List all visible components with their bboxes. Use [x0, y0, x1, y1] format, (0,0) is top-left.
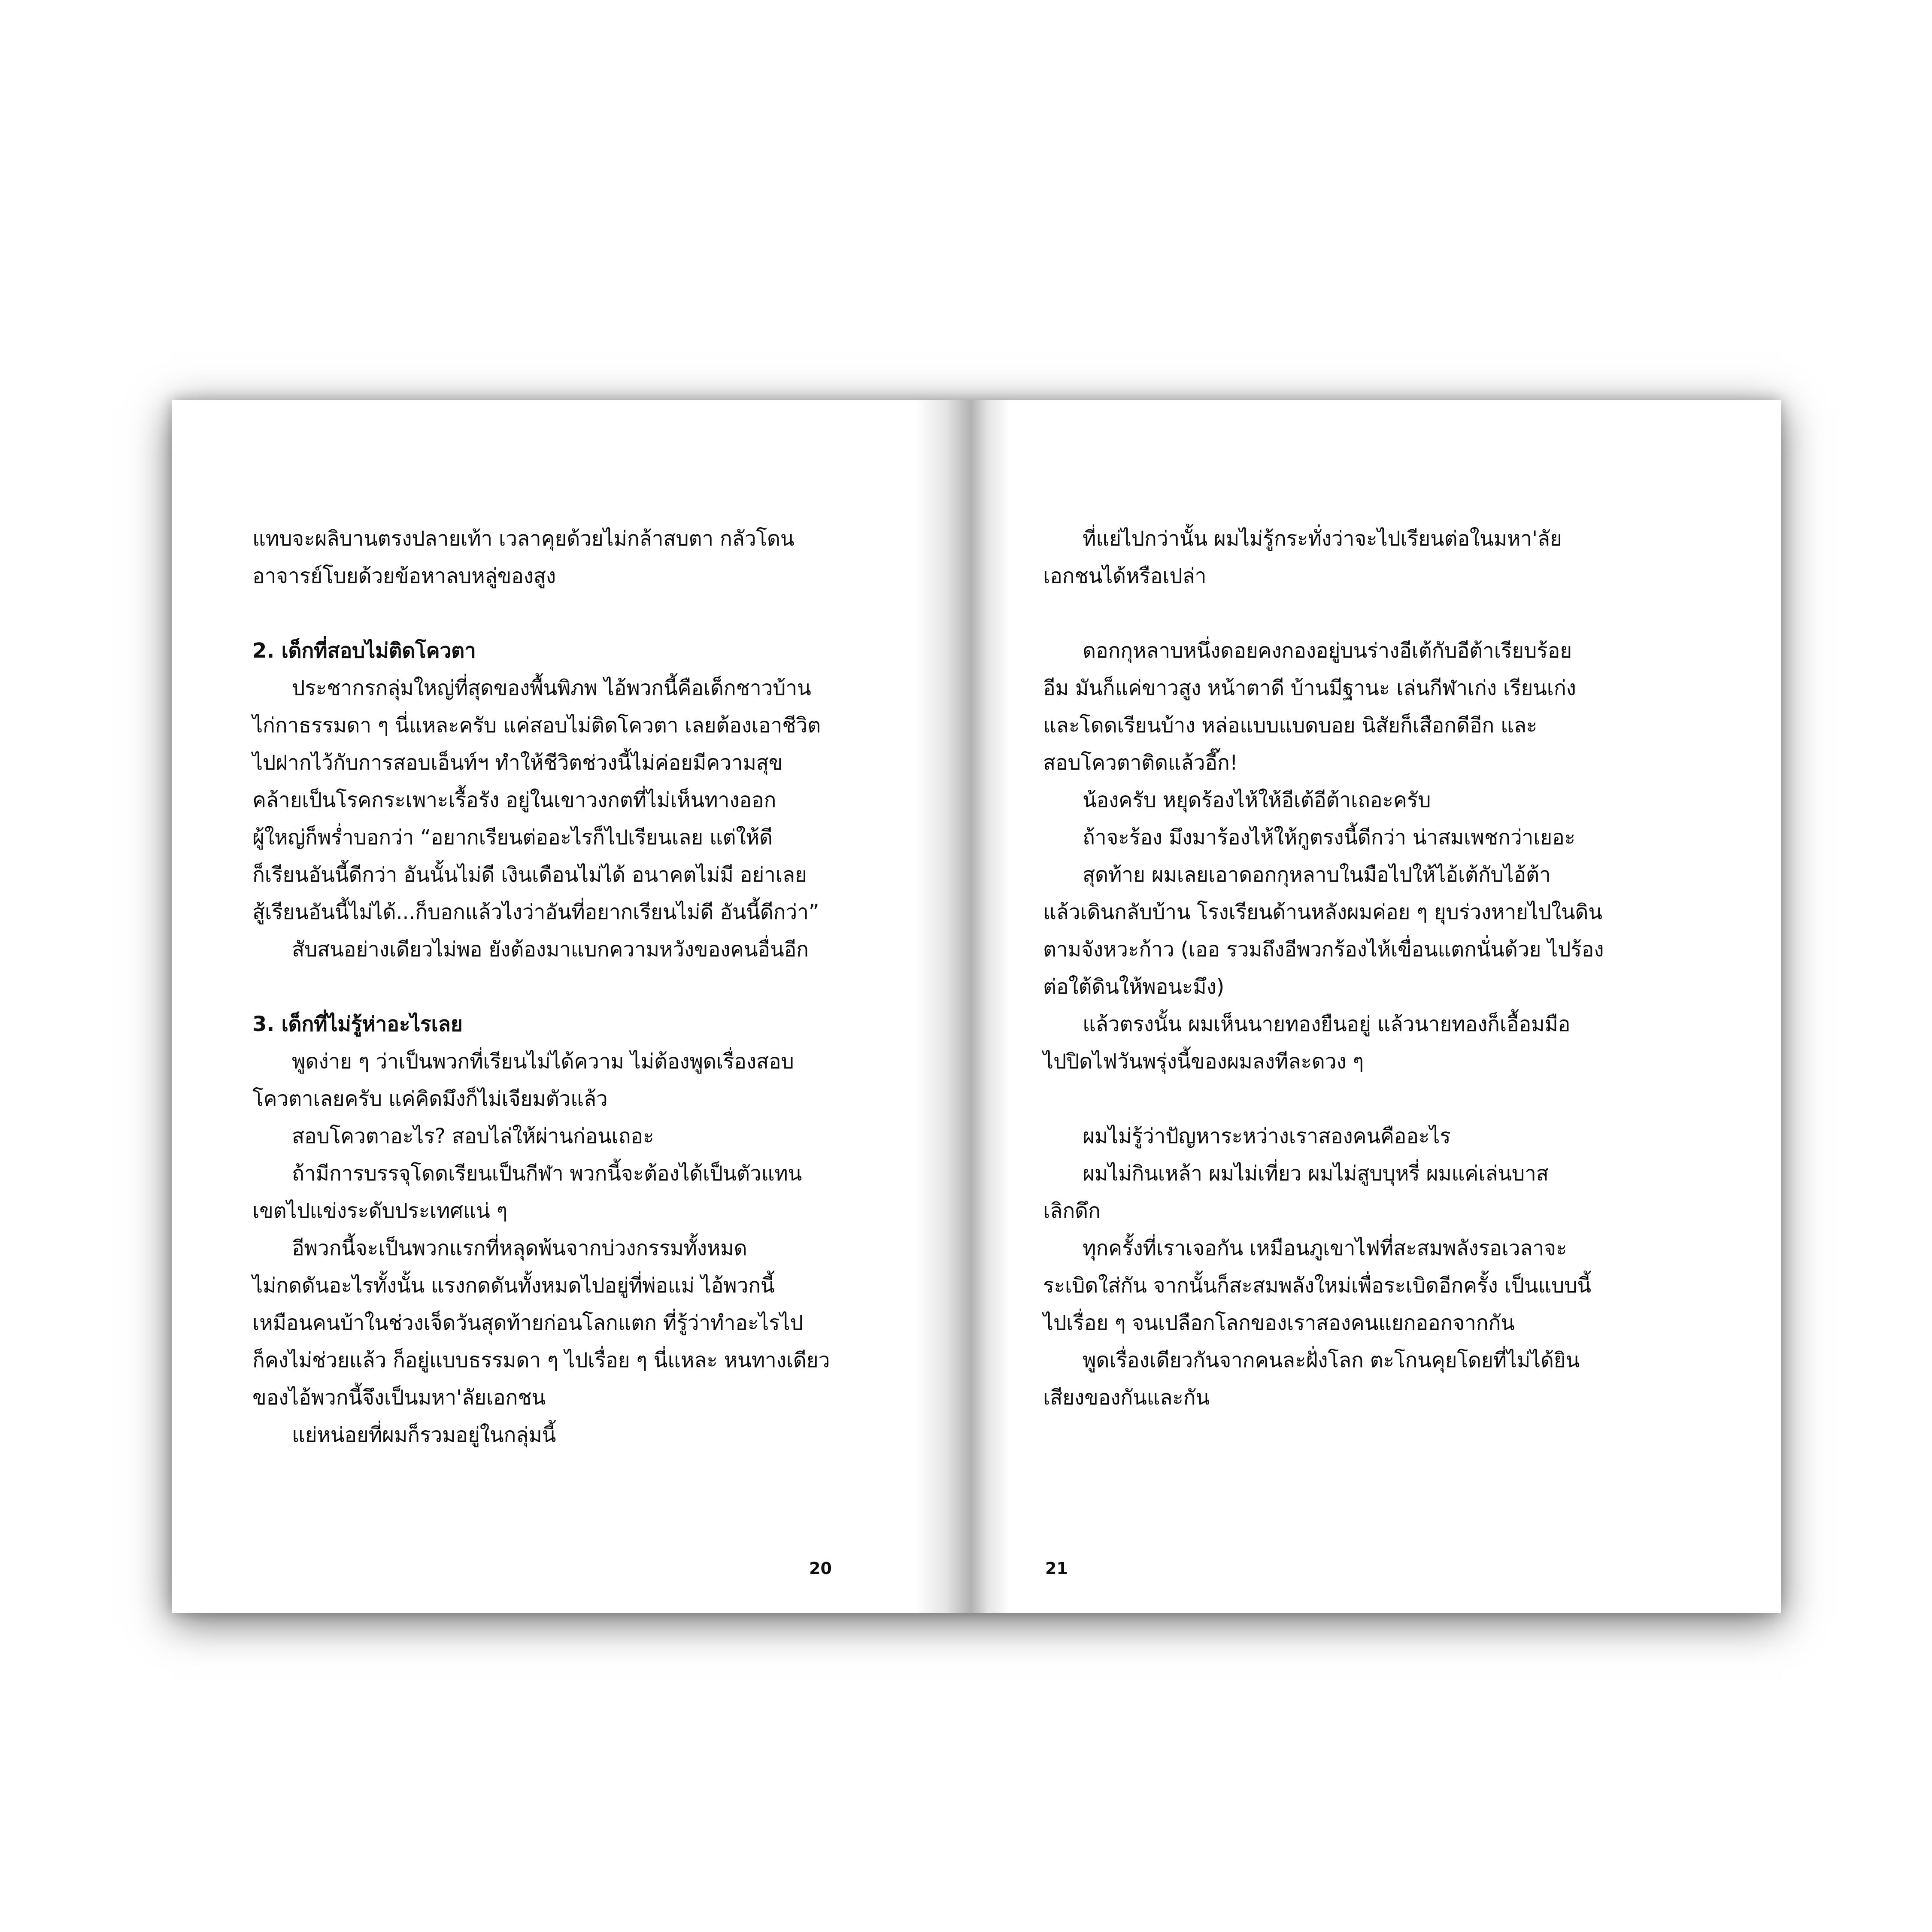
text-line: แล้วตรงนั้น ผมเห็นนายทองยืนอยู่ แล้วนายทองก็เอื้อมมือ — [1083, 1012, 1571, 1036]
text-line: ก็คงไม่ช่วยแล้ว ก็อยู่แบบธรรมดา ๆ ไปเรื่อย ๆ นี่แหละ หนทางเดียว — [252, 1348, 830, 1372]
spine-shadow — [971, 400, 1010, 1613]
text-line: เลิกดึก — [1043, 1199, 1101, 1223]
text-line: คล้ายเป็นโรคกระเพาะเรื้อรัง อยู่ในเขาวงกตที่ไม่เห็นทางออก — [252, 788, 776, 812]
text-line: พูดเรื่องเดียวกันจากคนละฝั่งโลก ตะโกนคุยโดยที่ไม่ได้ยิน — [1083, 1348, 1580, 1372]
text-line: อาจารย์โบยด้วยข้อหาลบหลู่ของสูง — [252, 564, 556, 588]
text-line: เสียงของกันและกัน — [1043, 1386, 1210, 1410]
text-line: ก็เรียนอันนี้ดีกว่า อันนั้นไม่ดี เงินเดือนไม่ได้ อนาคตไม่มี อย่าเลย — [252, 863, 807, 887]
paragraph-gap — [252, 968, 828, 1006]
text-line: สุดท้าย ผมเลยเอาดอกกุหลาบในมือไปให้ไอ้เต้กับไอ้ต้า — [1083, 863, 1551, 887]
text-line: ไปปิดไฟวันพรุ่งนี้ของผมลงทีละดวง ๆ — [1043, 1049, 1364, 1074]
section-heading: 3. เด็กที่ไม่รู้ห่าอะไรเลย — [252, 1012, 463, 1036]
text-line: ทุกครั้งที่เราเจอกัน เหมือนภูเขาไฟที่สะสมพลังรอเวลาจะ — [1083, 1236, 1567, 1260]
text-line: เอกชนได้หรือเปล่า — [1043, 564, 1207, 588]
section-heading: 2. เด็กที่สอบไม่ติดโควตา — [252, 639, 476, 663]
text-line: อีม มันก็แค่ขาวสูง หน้าตาดี บ้านมีฐานะ เล่นกีฬาเก่ง เรียนเก่ง — [1043, 676, 1576, 700]
text-line: แล้วเดินกลับบ้าน โรงเรียนด้านหลังผมค่อย ๆ ยุบร่วงหายไปในดิน — [1043, 900, 1602, 924]
text-line: สอบโควตาติดแล้วอี๊ก! — [1043, 751, 1238, 775]
page-number: 21 — [1045, 1559, 1068, 1578]
text-line: พูดง่าย ๆ ว่าเป็นพวกที่เรียนไม่ได้ความ ไม่ต้องพูดเรื่องสอบ — [292, 1049, 794, 1074]
text-line: ประชากรกลุ่มใหญ่ที่สุดของพื้นพิภพ ไอ้พวกนี้คือเด็กชาวบ้าน — [292, 676, 811, 700]
text-line: ของไอ้พวกนี้จึงเป็นมหา'ลัยเอกชน — [252, 1386, 546, 1410]
text-line: และโดดเรียนบ้าง หล่อแบบแบดบอย นิสัยก็เสือกดีอีก และ — [1043, 713, 1538, 737]
text-line: อีพวกนี้จะเป็นพวกแรกที่หลุดพ้นจากบ่วงกรรมทั้งหมด — [292, 1236, 747, 1260]
text-line: ระเบิดใส่กัน จากนั้นก็สะสมพลังใหม่เพื่อระเบิดอีกครั้ง เป็นแบบนี้ — [1043, 1274, 1591, 1298]
text-line: สับสนอย่างเดียวไม่พอ ยังต้องมาแบกความหวังของคนอื่นอีก — [292, 937, 809, 961]
text-line: ถ้ามีการบรรจุโดดเรียนเป็นกีฬา พวกนี้จะต้องได้เป็นตัวแทน — [292, 1162, 802, 1186]
text-line: เหมือนคนบ้าในช่วงเจ็ดวันสุดท้ายก่อนโลกแตก ที่รู้ว่าทำอะไรไป — [252, 1311, 803, 1335]
text-line: ไก่กาธรรมดา ๆ นี่แหละครับ แค่สอบไม่ติดโควตา เลยต้องเอาชีวิต — [252, 713, 821, 737]
paragraph-gap — [1043, 1080, 1614, 1118]
text-line: สู้เรียนอันนี้ไม่ได้...ก็บอกแล้วไงว่าอันที่อยากเรียนไม่ดี อันนี้ดีกว่า” — [252, 900, 819, 924]
text-line: ผมไม่กินเหล้า ผมไม่เที่ยว ผมไม่สูบบุหรี่ ผมแค่เล่นบาส — [1083, 1162, 1549, 1186]
paragraph-gap — [1043, 595, 1614, 632]
right-page-text — [1043, 520, 1614, 1416]
right-page — [971, 400, 1781, 1613]
text-line: โควตาเลยครับ แค่คิดมึงก็ไม่เจียมตัวแล้ว — [252, 1087, 608, 1111]
spine-shadow — [915, 400, 971, 1613]
text-line: ผู้ใหญ่ก็พร่ำบอกว่า “อยากเรียนต่ออะไรก็ไปเรียนเลย แต่ให้ดี — [252, 825, 773, 849]
text-line: ตามจังหวะก้าว (เออ รวมถึงอีพวกร้องไห้เขื่อนแตกนั่นด้วย ไปร้อง — [1043, 937, 1604, 961]
left-page — [172, 400, 971, 1613]
text-line: ไปเรื่อย ๆ จนเปลือกโลกของเราสองคนแยกออกจากกัน — [1043, 1311, 1515, 1335]
open-book-spread — [172, 400, 1781, 1613]
text-line: แทบจะผลิบานตรงปลายเท้า เวลาคุยด้วยไม่กล้าสบตา กลัวโดน — [252, 527, 795, 551]
text-line: ไม่กดดันอะไรทั้งนั้น แรงกดดันทั้งหมดไปอยู่ที่พ่อแม่ ไอ้พวกนี้ — [252, 1274, 775, 1298]
text-line: ผมไม่รู้ว่าปัญหาระหว่างเราสองคนคืออะไร — [1083, 1124, 1451, 1148]
page-number: 20 — [809, 1559, 832, 1578]
text-line: เขตไปแข่งระดับประเทศแน่ ๆ — [252, 1199, 508, 1223]
left-page-text — [252, 520, 828, 1454]
text-line: ไปฝากไว้กับการสอบเอ็นท์ฯ ทำให้ชีวิตช่วงนี้ไม่ค่อยมีความสุข — [252, 751, 783, 775]
text-line: ถ้าจะร้อง มึงมาร้องไห้ให้กูตรงนี้ดีกว่า น่าสมเพชกว่าเยอะ — [1083, 825, 1576, 849]
text-line: น้องครับ หยุดร้องไห้ให้อีเต้อีต้าเถอะครับ — [1083, 788, 1431, 812]
text-line: ดอกกุหลาบหนึ่งดอยคงกองอยู่บนร่างอีเต้กับอีต้าเรียบร้อย — [1083, 639, 1572, 663]
text-line: สอบโควตาอะไร? สอบไล่ให้ผ่านก่อนเถอะ — [292, 1124, 654, 1148]
text-line: แย่หน่อยที่ผมก็รวมอยู่ในกลุ่มนี้ — [292, 1423, 556, 1447]
text-line: ต่อใต้ดินให้พอนะมึง) — [1043, 975, 1225, 999]
paragraph-gap — [252, 595, 828, 632]
text-line: ที่แย่ไปกว่านั้น ผมไม่รู้กระทั่งว่าจะไปเรียนต่อในมหา'ลัย — [1083, 527, 1562, 551]
